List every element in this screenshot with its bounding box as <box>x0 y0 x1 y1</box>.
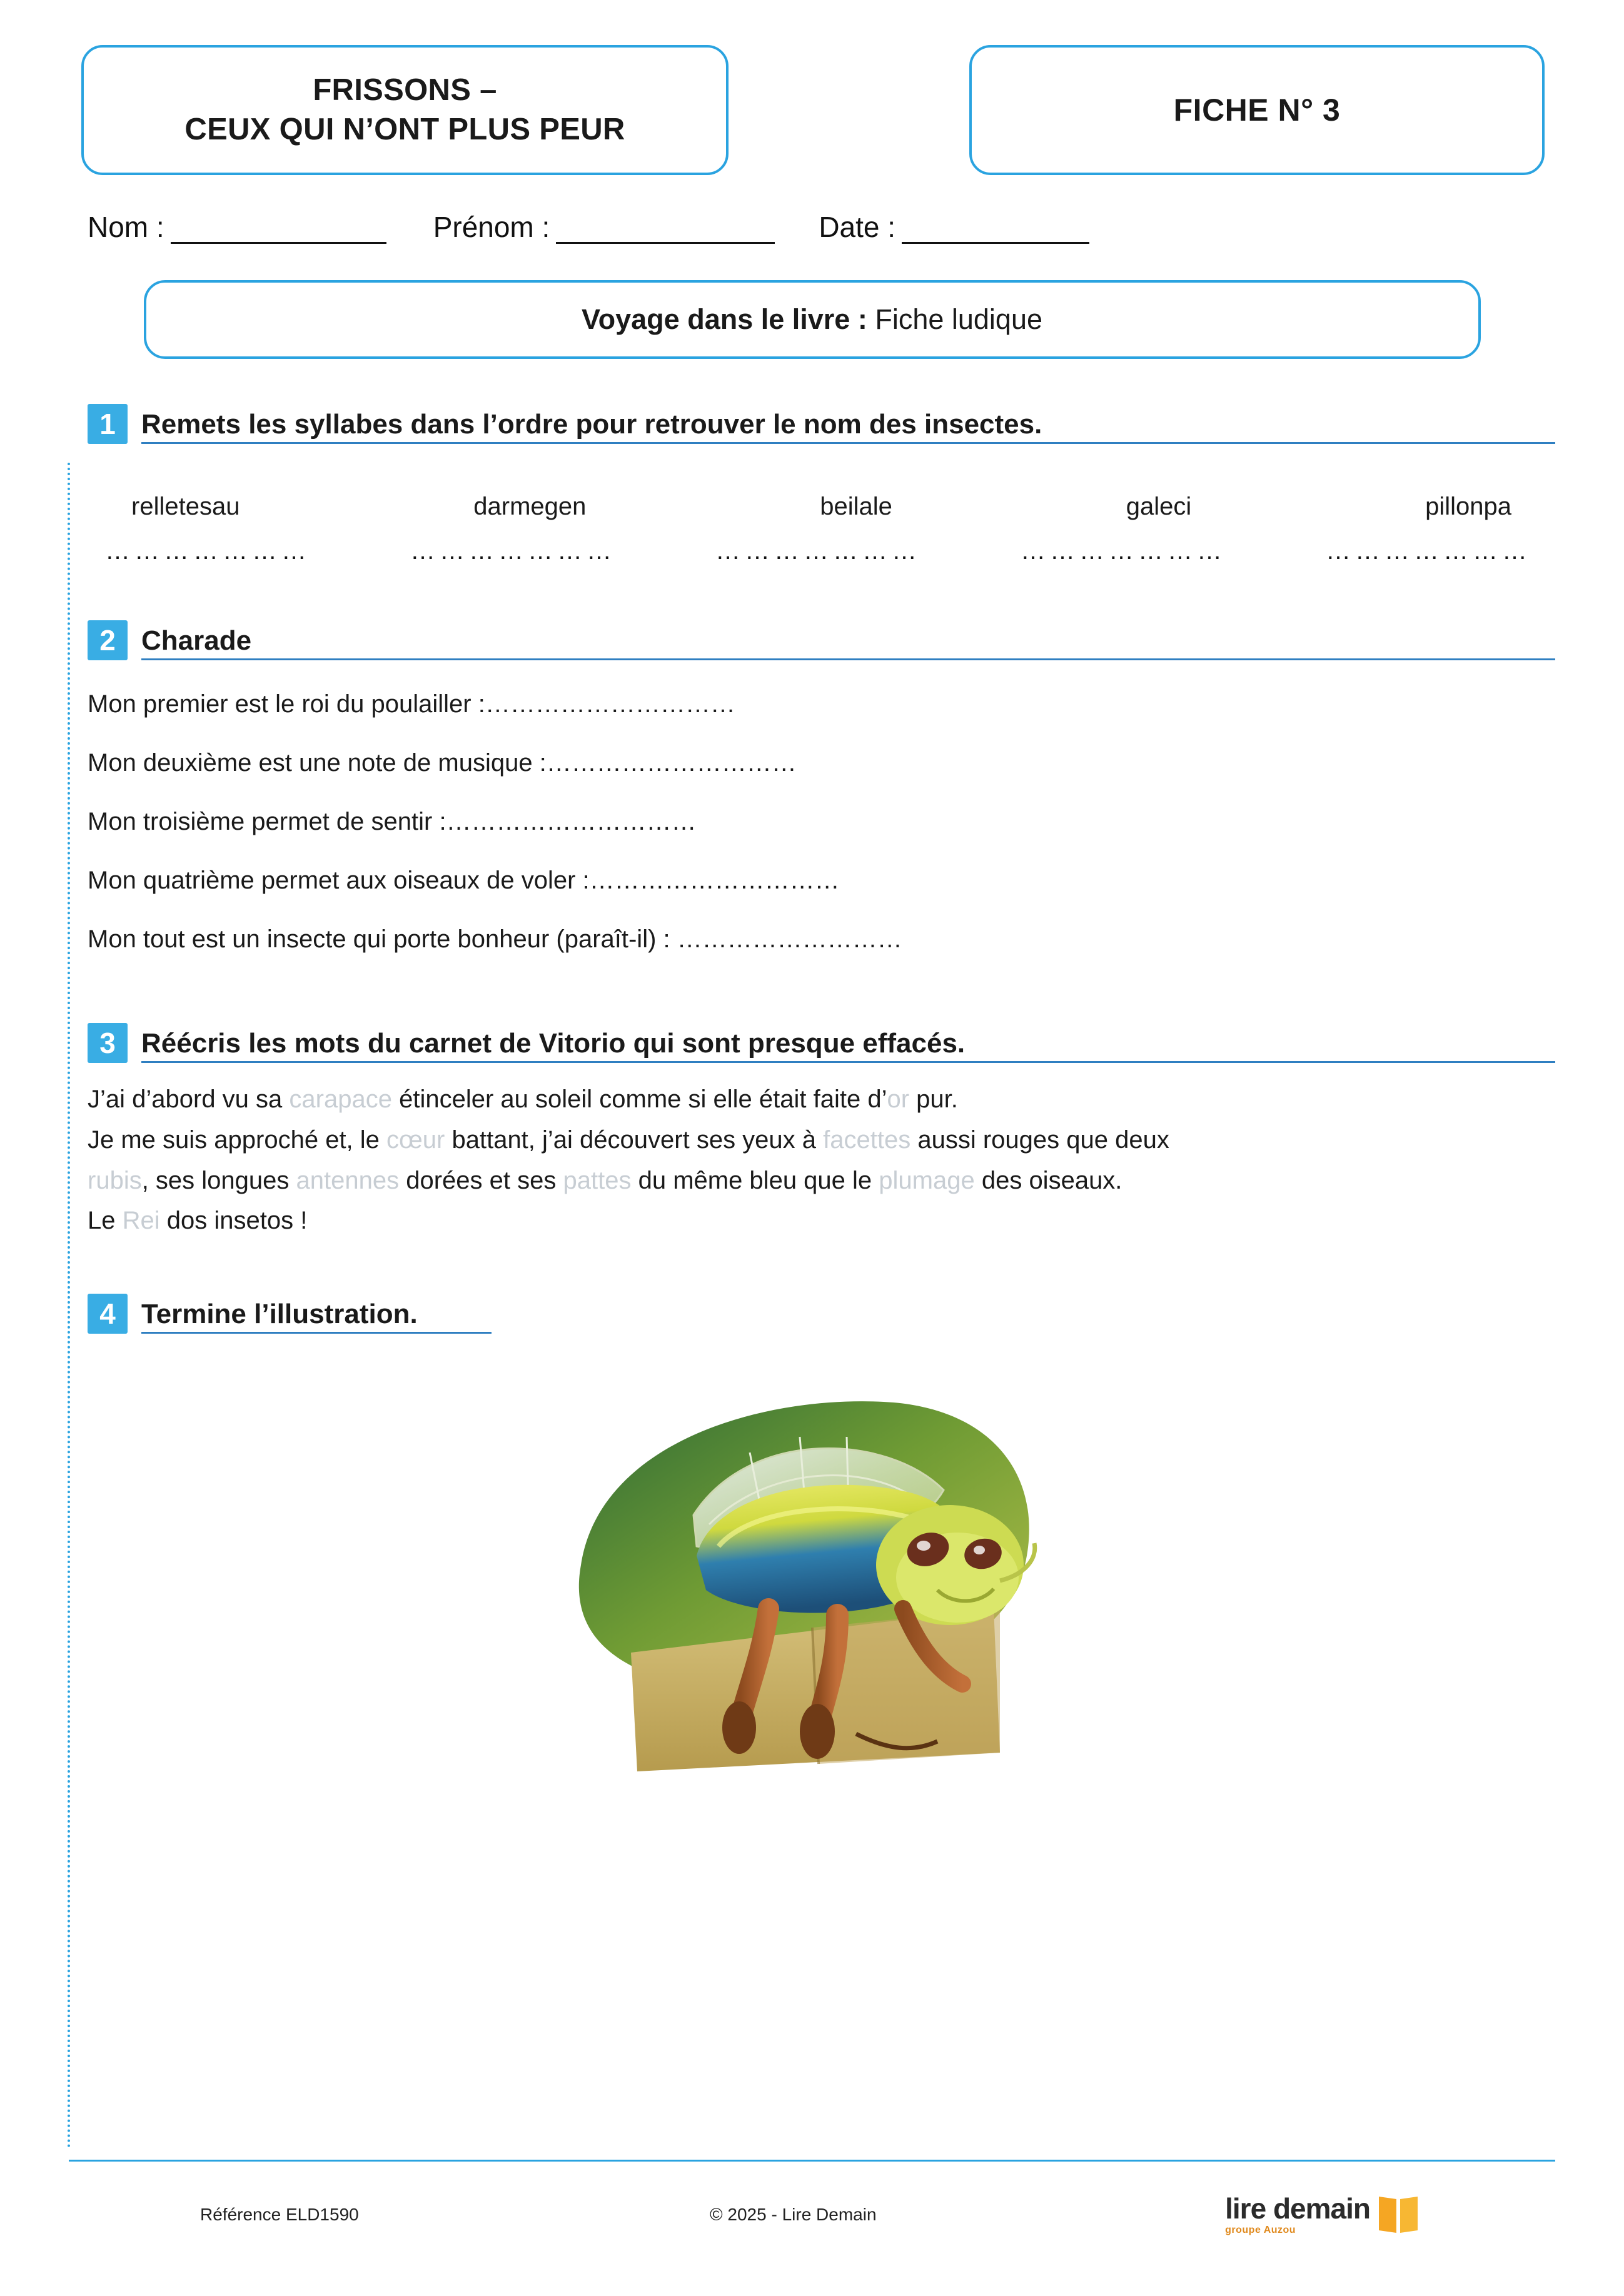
exercise-1 <box>0 404 1624 565</box>
identity-row <box>0 175 1624 244</box>
syllable-word: relletesau <box>131 493 240 520</box>
publisher-logo <box>1225 2194 1418 2235</box>
carnet-text: , ses longues <box>141 1166 296 1194</box>
exercise-4-header <box>88 1294 1555 1334</box>
logo-main-label: lire demain <box>1225 2192 1370 2225</box>
exercise-1-header <box>88 404 1555 444</box>
worksheet-title-box <box>81 45 729 175</box>
prenom-label: Prénom : <box>433 211 550 243</box>
worksheet-title <box>184 71 625 149</box>
nom-input[interactable] <box>171 217 386 244</box>
carnet-text: Le <box>88 1207 123 1235</box>
prenom-input[interactable] <box>556 217 775 244</box>
worksheet-title-line1: FRISSONS – <box>313 73 497 108</box>
carnet-line[interactable] <box>88 1161 1555 1201</box>
exercise-4-number: 4 <box>88 1294 128 1334</box>
exercise-2-number: 2 <box>88 620 128 660</box>
exercise-3-title: Réécris les mots du carnet de Vitorio qui sont presque effacés. <box>141 1029 1555 1063</box>
open-book-icon <box>1379 2198 1418 2232</box>
carnet-text: battant, j’ai découvert ses yeux à <box>445 1125 824 1154</box>
exercise-2-header <box>88 620 1555 660</box>
exercise-1-number: 1 <box>88 404 128 444</box>
carnet-text: du même bleu que le <box>631 1166 879 1194</box>
faded-word: facettes <box>823 1125 911 1154</box>
answer-blank[interactable]: ………………… <box>1326 537 1531 565</box>
charade-lines <box>88 689 1555 954</box>
carnet-text: étinceler au soleil comme si elle était faite d’ <box>391 1085 887 1113</box>
carnet-text: pur. <box>909 1085 958 1113</box>
exercise-4-title: Termine l’illustration. <box>141 1299 492 1334</box>
exercise-2-title: Charade <box>141 626 1555 660</box>
carnet-text: J’ai d’abord vu sa <box>88 1085 290 1113</box>
footer-copyright: © 2025 - Lire Demain <box>710 2205 877 2224</box>
exercise-4 <box>0 1294 1624 1334</box>
carnet-line[interactable] <box>88 1201 1555 1241</box>
cicada-illustration-svg <box>562 1359 1062 1796</box>
faded-word: Rei <box>122 1207 160 1235</box>
faded-word: carapace <box>289 1085 392 1113</box>
logo-text <box>1225 2194 1370 2235</box>
illustration-area <box>0 1359 1624 1796</box>
syllable-words-row <box>88 444 1555 521</box>
answer-blank[interactable]: ………………… <box>1021 537 1226 565</box>
answer-blank[interactable]: ………………… <box>715 537 921 565</box>
syllable-word: pillonpa <box>1425 493 1511 520</box>
carnet-text: dos insetos ! <box>159 1207 308 1235</box>
logo-sub-label: groupe Auzou <box>1225 2225 1296 2235</box>
fiche-number-box <box>969 45 1545 175</box>
charade-line[interactable]: Mon troisième permet de sentir :………………………… <box>88 808 697 835</box>
exercise-3-header <box>88 1023 1555 1063</box>
footer-divider <box>69 2160 1555 2162</box>
faded-word: rubis <box>88 1166 142 1194</box>
cicada-illustration <box>562 1359 1062 1796</box>
faded-word: cœur <box>386 1125 445 1154</box>
carnet-text: aussi rouges que deux <box>910 1125 1169 1154</box>
page-header <box>0 0 1624 175</box>
exercise-1-title: Remets les syllabes dans l’ordre pour retrouver le nom des insectes. <box>141 410 1555 444</box>
exercise-3-number: 3 <box>88 1023 128 1063</box>
faded-word: or <box>887 1085 910 1113</box>
syllable-word: darmegen <box>473 493 587 520</box>
voyage-bold-label: Voyage dans le livre : <box>581 303 867 335</box>
voyage-section <box>0 244 1624 359</box>
carnet-text: des oiseaux. <box>974 1166 1122 1194</box>
nom-label: Nom : <box>88 211 164 243</box>
carnet-text: Je me suis approché et, le <box>88 1125 387 1154</box>
exercise-2 <box>0 620 1624 954</box>
exercise-3 <box>0 1023 1624 1241</box>
carnet-paragraph[interactable] <box>88 1079 1555 1241</box>
syllable-word: galeci <box>1126 493 1192 520</box>
carnet-line[interactable] <box>88 1120 1555 1161</box>
carnet-line[interactable] <box>88 1079 1555 1120</box>
carnet-text: dorées et ses <box>399 1166 563 1194</box>
voyage-light-label: Fiche ludique <box>867 303 1043 335</box>
syllable-answer-row <box>88 521 1555 565</box>
date-input[interactable] <box>902 217 1089 244</box>
answer-blank[interactable]: ………………… <box>410 537 616 565</box>
footer-reference: Référence ELD1590 <box>200 2205 359 2224</box>
charade-line[interactable]: Mon quatrième permet aux oiseaux de voler :………………………… <box>88 867 840 894</box>
fiche-number-label: FICHE N° 3 <box>1173 93 1341 128</box>
charade-line[interactable]: Mon premier est le roi du poulailler :………………………… <box>88 690 735 718</box>
worksheet-title-line2: CEUX QUI N’ONT PLUS PEUR <box>184 113 625 146</box>
left-dotted-rail <box>68 463 70 2149</box>
charade-line[interactable]: Mon deuxième est une note de musique :………………………… <box>88 749 797 777</box>
answer-blank[interactable]: ………………… <box>105 537 311 565</box>
faded-word: plumage <box>879 1166 975 1194</box>
date-label: Date : <box>819 211 896 243</box>
faded-word: pattes <box>563 1166 632 1194</box>
charade-line[interactable]: Mon tout est un insecte qui porte bonheur (paraît-il) : ……………………… <box>88 925 902 953</box>
faded-word: antennes <box>296 1166 400 1194</box>
voyage-box <box>144 280 1481 359</box>
syllable-word: beilale <box>820 493 892 520</box>
